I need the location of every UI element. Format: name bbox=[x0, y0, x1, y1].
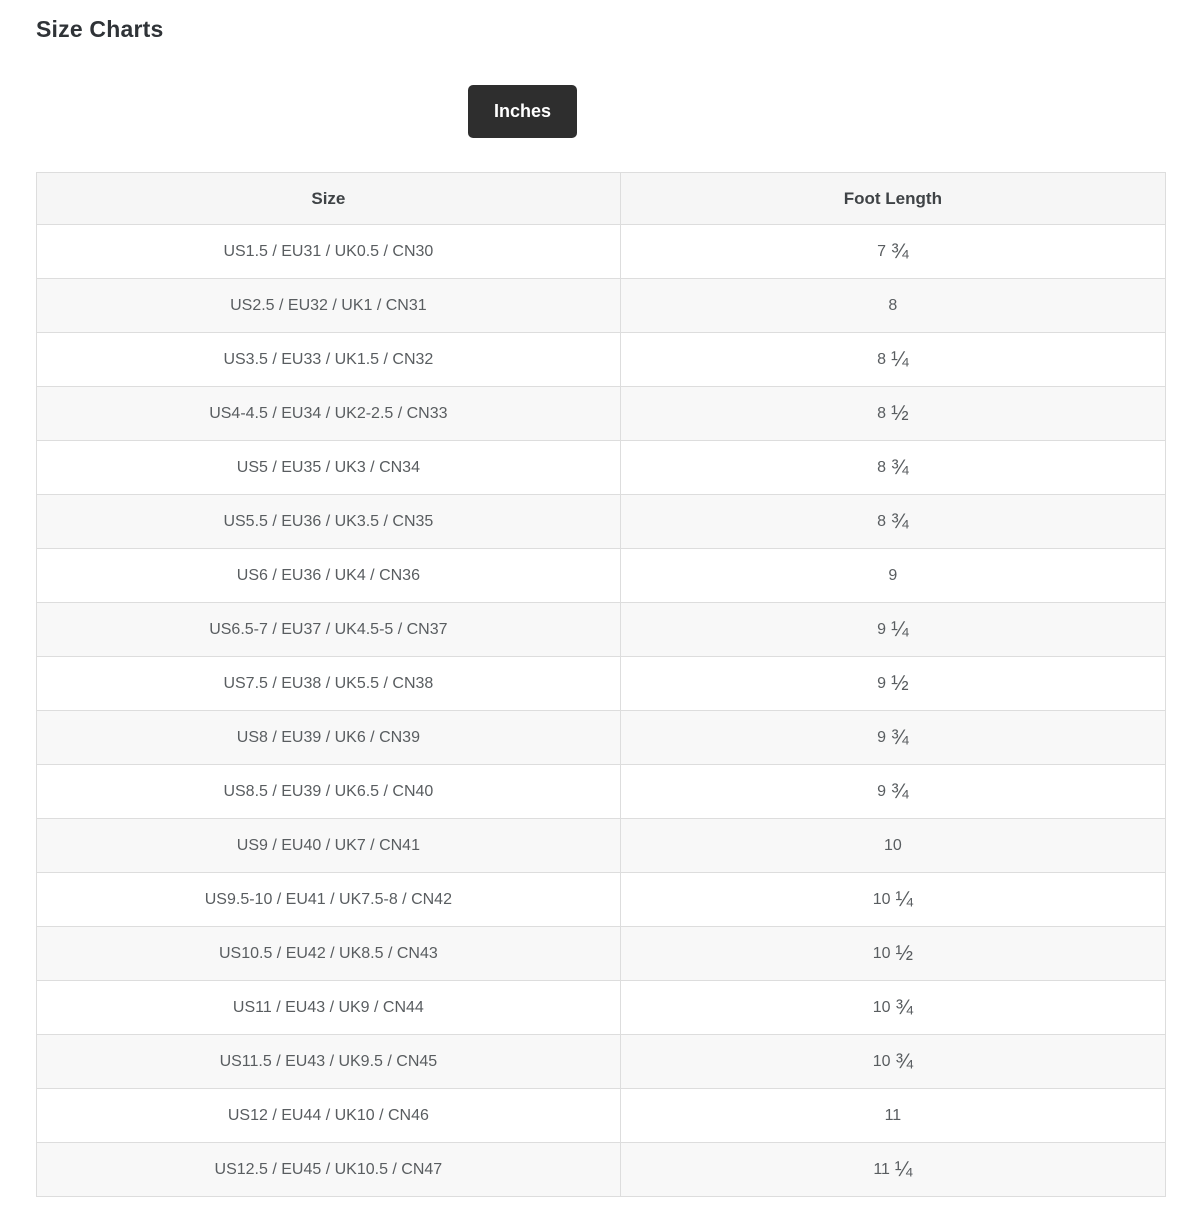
header-row bbox=[37, 173, 1166, 225]
foot-length-fraction: ¼ bbox=[894, 1158, 913, 1181]
foot-length-whole: 8 bbox=[877, 351, 887, 368]
foot-length-whole: 10 bbox=[872, 1053, 891, 1070]
table-row bbox=[37, 765, 1166, 819]
foot-length-fraction: ¼ bbox=[895, 888, 914, 911]
foot-length-fraction: ¾ bbox=[891, 456, 909, 479]
foot-length-fraction: ¾ bbox=[891, 510, 909, 533]
foot-length-whole: 8 bbox=[877, 405, 887, 422]
table-row bbox=[37, 711, 1166, 765]
table-row bbox=[37, 873, 1166, 927]
size-cell: US11 / EU43 / UK9 / CN44 bbox=[37, 981, 621, 1035]
foot-length-whole: 9 bbox=[877, 783, 887, 800]
foot-length-fraction: ¼ bbox=[891, 348, 909, 371]
foot-length-whole: 9 bbox=[877, 621, 887, 638]
foot-length-fraction: ¾ bbox=[891, 240, 909, 263]
size-column-header: Size bbox=[37, 173, 621, 225]
size-table-body bbox=[37, 225, 1166, 1197]
table-row bbox=[37, 927, 1166, 981]
table-row bbox=[37, 819, 1166, 873]
foot-length-whole: 10 bbox=[872, 891, 891, 908]
foot-length-whole: 8 bbox=[877, 459, 887, 476]
size-cell: US3.5 / EU33 / UK1.5 / CN32 bbox=[37, 333, 621, 387]
size-cell: US10.5 / EU42 / UK8.5 / CN43 bbox=[37, 927, 621, 981]
page-title: Size Charts bbox=[36, 16, 164, 42]
unit-toggle-row bbox=[36, 85, 1166, 138]
foot-length-cell bbox=[620, 981, 1165, 1035]
foot-length-cell bbox=[620, 1089, 1165, 1143]
size-cell: US12.5 / EU45 / UK10.5 / CN47 bbox=[37, 1143, 621, 1197]
foot-length-whole: 10 bbox=[872, 999, 891, 1016]
foot-length-cell bbox=[620, 711, 1165, 765]
foot-length-cell bbox=[620, 549, 1165, 603]
size-cell: US12 / EU44 / UK10 / CN46 bbox=[37, 1089, 621, 1143]
table-row bbox=[37, 1143, 1166, 1197]
foot-length-cell bbox=[620, 603, 1165, 657]
size-cell: US5 / EU35 / UK3 / CN34 bbox=[37, 441, 621, 495]
foot-length-whole: 8 bbox=[888, 297, 898, 314]
table-row bbox=[37, 657, 1166, 711]
foot-length-fraction: ¾ bbox=[895, 996, 914, 1019]
table-row bbox=[37, 1035, 1166, 1089]
size-cell: US11.5 / EU43 / UK9.5 / CN45 bbox=[37, 1035, 621, 1089]
foot-length-cell bbox=[620, 927, 1165, 981]
table-row bbox=[37, 441, 1166, 495]
size-cell: US2.5 / EU32 / UK1 / CN31 bbox=[37, 279, 621, 333]
foot-length-whole: 9 bbox=[888, 567, 898, 584]
table-row bbox=[37, 1089, 1166, 1143]
foot-length-cell bbox=[620, 225, 1165, 279]
foot-length-cell bbox=[620, 441, 1165, 495]
foot-length-cell bbox=[620, 495, 1165, 549]
foot-length-fraction: ½ bbox=[891, 402, 909, 425]
table-row bbox=[37, 549, 1166, 603]
foot-length-column-header: Foot Length bbox=[620, 173, 1165, 225]
foot-length-whole: 11 bbox=[884, 1107, 902, 1124]
size-cell: US5.5 / EU36 / UK3.5 / CN35 bbox=[37, 495, 621, 549]
table-row bbox=[37, 981, 1166, 1035]
size-cell: US1.5 / EU31 / UK0.5 / CN30 bbox=[37, 225, 621, 279]
foot-length-whole: 11 bbox=[873, 1161, 890, 1178]
size-cell: US8.5 / EU39 / UK6.5 / CN40 bbox=[37, 765, 621, 819]
foot-length-cell bbox=[620, 819, 1165, 873]
size-chart-table bbox=[36, 172, 1166, 1197]
size-table-header bbox=[37, 173, 1166, 225]
size-cell: US7.5 / EU38 / UK5.5 / CN38 bbox=[37, 657, 621, 711]
foot-length-whole: 9 bbox=[877, 675, 887, 692]
foot-length-whole: 10 bbox=[872, 945, 891, 962]
table-row bbox=[37, 387, 1166, 441]
size-cell: US4-4.5 / EU34 / UK2-2.5 / CN33 bbox=[37, 387, 621, 441]
foot-length-fraction: ¼ bbox=[891, 618, 909, 641]
table-row bbox=[37, 279, 1166, 333]
table-row bbox=[37, 603, 1166, 657]
foot-length-cell bbox=[620, 279, 1165, 333]
foot-length-cell bbox=[620, 765, 1165, 819]
foot-length-fraction: ¾ bbox=[891, 780, 909, 803]
foot-length-whole: 7 bbox=[877, 243, 887, 260]
size-cell: US6.5-7 / EU37 / UK4.5-5 / CN37 bbox=[37, 603, 621, 657]
foot-length-cell bbox=[620, 387, 1165, 441]
foot-length-cell bbox=[620, 873, 1165, 927]
foot-length-fraction: ½ bbox=[895, 942, 914, 965]
table-row bbox=[37, 225, 1166, 279]
inches-unit-button[interactable]: Inches bbox=[468, 85, 577, 138]
foot-length-whole: 9 bbox=[877, 729, 887, 746]
size-cell: US8 / EU39 / UK6 / CN39 bbox=[37, 711, 621, 765]
foot-length-cell bbox=[620, 1143, 1165, 1197]
foot-length-cell bbox=[620, 333, 1165, 387]
size-cell: US9.5-10 / EU41 / UK7.5-8 / CN42 bbox=[37, 873, 621, 927]
foot-length-cell bbox=[620, 1035, 1165, 1089]
foot-length-whole: 8 bbox=[877, 513, 887, 530]
foot-length-whole: 10 bbox=[883, 837, 902, 854]
table-row bbox=[37, 495, 1166, 549]
size-cell: US9 / EU40 / UK7 / CN41 bbox=[37, 819, 621, 873]
foot-length-fraction: ½ bbox=[891, 672, 909, 695]
size-cell: US6 / EU36 / UK4 / CN36 bbox=[37, 549, 621, 603]
foot-length-cell bbox=[620, 657, 1165, 711]
table-row bbox=[37, 333, 1166, 387]
foot-length-fraction: ¾ bbox=[895, 1050, 914, 1073]
foot-length-fraction: ¾ bbox=[891, 726, 909, 749]
